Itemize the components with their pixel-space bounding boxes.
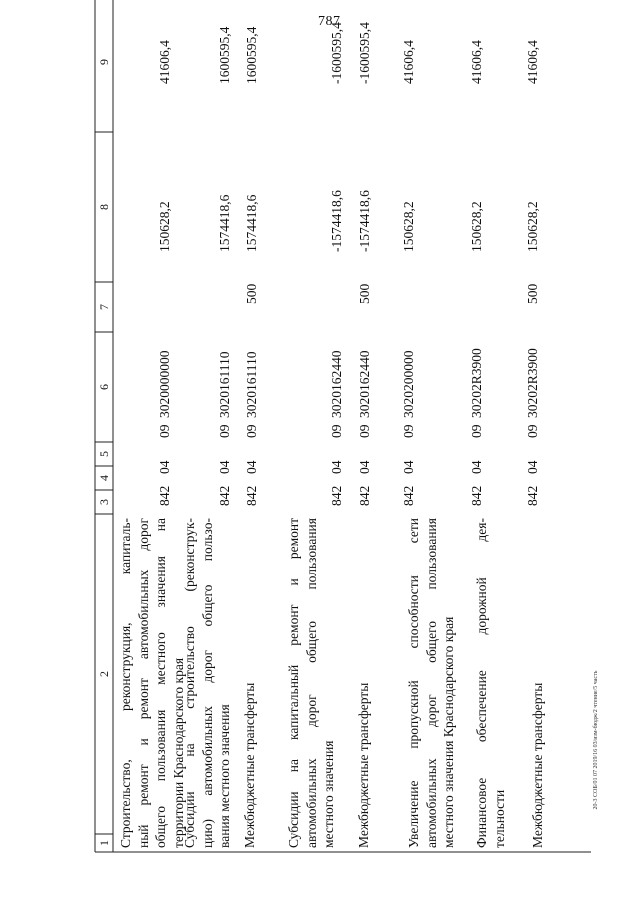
row-3-col-8: 1574418,6 — [244, 194, 259, 252]
row-5-col-4: 04 — [357, 460, 372, 474]
row-4-col-4: 04 — [329, 460, 344, 474]
row-8-name-line: Межбюджетные трансферты — [530, 682, 545, 848]
row-2-name-line: вания местного значения — [217, 704, 232, 848]
row-1-col-4: 04 — [157, 460, 172, 474]
header-col-9: 9 — [97, 59, 111, 65]
row-7-name — [473, 518, 508, 848]
row-8-col-5: 09 — [525, 424, 540, 438]
row-1-col-8: 150628,2 — [157, 201, 172, 252]
row-6-name-line: Увеличение пропускной способности сети — [406, 518, 421, 848]
row-2-col-4: 04 — [217, 460, 232, 474]
row-6-col-6: 3020200000 — [401, 350, 416, 418]
row-6-name-line: автомобильных дорог общего пользования — [423, 518, 439, 848]
row-4-col-3: 842 — [329, 485, 344, 506]
row-7-col-5: 09 — [469, 424, 484, 438]
header-col-7: 7 — [97, 304, 111, 310]
row-1-col-3: 842 — [157, 485, 172, 506]
row-6-col-3: 842 — [401, 485, 416, 506]
footer-code: 20-3 СОБ/01 07 2019/16 03/изм-бюдж/2 чтение/5 часть — [593, 670, 599, 810]
row-3-col-3: 842 — [244, 485, 259, 506]
row-1-name-line: территории Краснодарского края — [170, 657, 186, 848]
row-7-col-3: 842 — [469, 485, 484, 506]
row-3-col-7: 500 — [244, 283, 259, 304]
row-7-col-9: 41606,4 — [469, 40, 484, 84]
header-col-5: 5 — [97, 451, 111, 457]
row-7-col-8: 150628,2 — [469, 201, 484, 252]
row-4-name — [285, 518, 338, 848]
row-5-name-line: Межбюджетные трансферты — [356, 682, 371, 848]
row-3-name — [241, 518, 259, 848]
row-4-col-6: 3020162440 — [329, 350, 344, 418]
budget-table — [95, 0, 591, 852]
row-1-name-line: Строительство, реконструкция, капиталь- — [118, 518, 133, 848]
header-col-6: 6 — [97, 384, 111, 390]
row-3-col-6: 3020161110 — [244, 351, 259, 418]
row-6-col-9: 41606,4 — [401, 40, 416, 84]
row-4-name-line: Субсидии на капитальный ремонт и ремонт — [286, 518, 301, 848]
header-col-1: 1 — [97, 840, 111, 846]
row-7-name-line: Финансовое обеспечение дорожной дея- — [474, 518, 489, 848]
row-5-col-7: 500 — [357, 283, 372, 304]
row-7-col-4: 04 — [469, 460, 484, 474]
row-3-col-9: 1600595,4 — [244, 26, 259, 84]
row-6-name — [405, 518, 458, 848]
page-number: 787 — [318, 14, 341, 29]
row-2-col-3: 842 — [217, 485, 232, 506]
row-3-name-line: Межбюджетные трансферты — [242, 682, 257, 848]
row-1-col-6: 3020000000 — [157, 350, 172, 418]
row-7-col-6: 30202R3900 — [469, 348, 484, 418]
row-1-col-9: 41606,4 — [157, 40, 172, 84]
row-8-col-8: 150628,2 — [525, 201, 540, 252]
row-8-name — [529, 518, 547, 848]
row-1-col-5: 09 — [157, 424, 172, 438]
row-1-name — [117, 518, 187, 848]
row-2-name-line: цию) автомобильных дорог общего пользо- — [199, 518, 215, 848]
row-3-col-4: 04 — [244, 460, 259, 474]
row-2-name — [181, 518, 234, 848]
row-6-col-4: 04 — [401, 460, 416, 474]
row-4-col-9: -1600595,4 — [329, 22, 344, 84]
row-4-col-8: -1574418,6 — [329, 190, 344, 252]
row-5-name — [355, 518, 373, 848]
row-6-col-5: 09 — [401, 424, 416, 438]
row-4-name-line: автомобильных дорог общего пользования — [303, 518, 319, 848]
row-8-col-7: 500 — [525, 283, 540, 304]
row-8-col-3: 842 — [525, 485, 540, 506]
row-3-col-5: 09 — [244, 424, 259, 438]
row-4-name-line: местного значения — [321, 740, 336, 848]
header-col-3: 3 — [97, 499, 111, 505]
row-2-col-5: 09 — [217, 424, 232, 438]
row-1-name-line: ный ремонт и ремонт автомобильных дорог — [135, 518, 151, 848]
row-6-col-8: 150628,2 — [401, 201, 416, 252]
row-5-col-6: 3020162440 — [357, 350, 372, 418]
row-2-col-6: 3020161110 — [217, 351, 232, 418]
header-col-8: 8 — [97, 204, 111, 210]
row-5-col-8: -1574418,6 — [357, 190, 372, 252]
row-1-name-line: общего пользования местного значения на — [153, 518, 168, 848]
header-col-4: 4 — [97, 475, 111, 481]
row-8-col-9: 41606,4 — [525, 40, 540, 84]
row-8-col-6: 30202R3900 — [525, 348, 540, 418]
row-2-name-line: Субсидии на строительство (реконструк- — [182, 518, 197, 848]
row-8-col-4: 04 — [525, 460, 540, 474]
row-2-col-8: 1574418,6 — [217, 194, 232, 252]
header-col-2: 2 — [97, 671, 111, 677]
row-5-col-5: 09 — [357, 424, 372, 438]
row-7-name-line: тельности — [491, 789, 507, 848]
row-6-name-line: местного значения Краснодарского края — [441, 616, 456, 848]
row-5-col-9: -1600595,4 — [357, 22, 372, 84]
row-4-col-5: 09 — [329, 424, 344, 438]
row-2-col-9: 1600595,4 — [217, 26, 232, 84]
row-5-col-3: 842 — [357, 485, 372, 506]
